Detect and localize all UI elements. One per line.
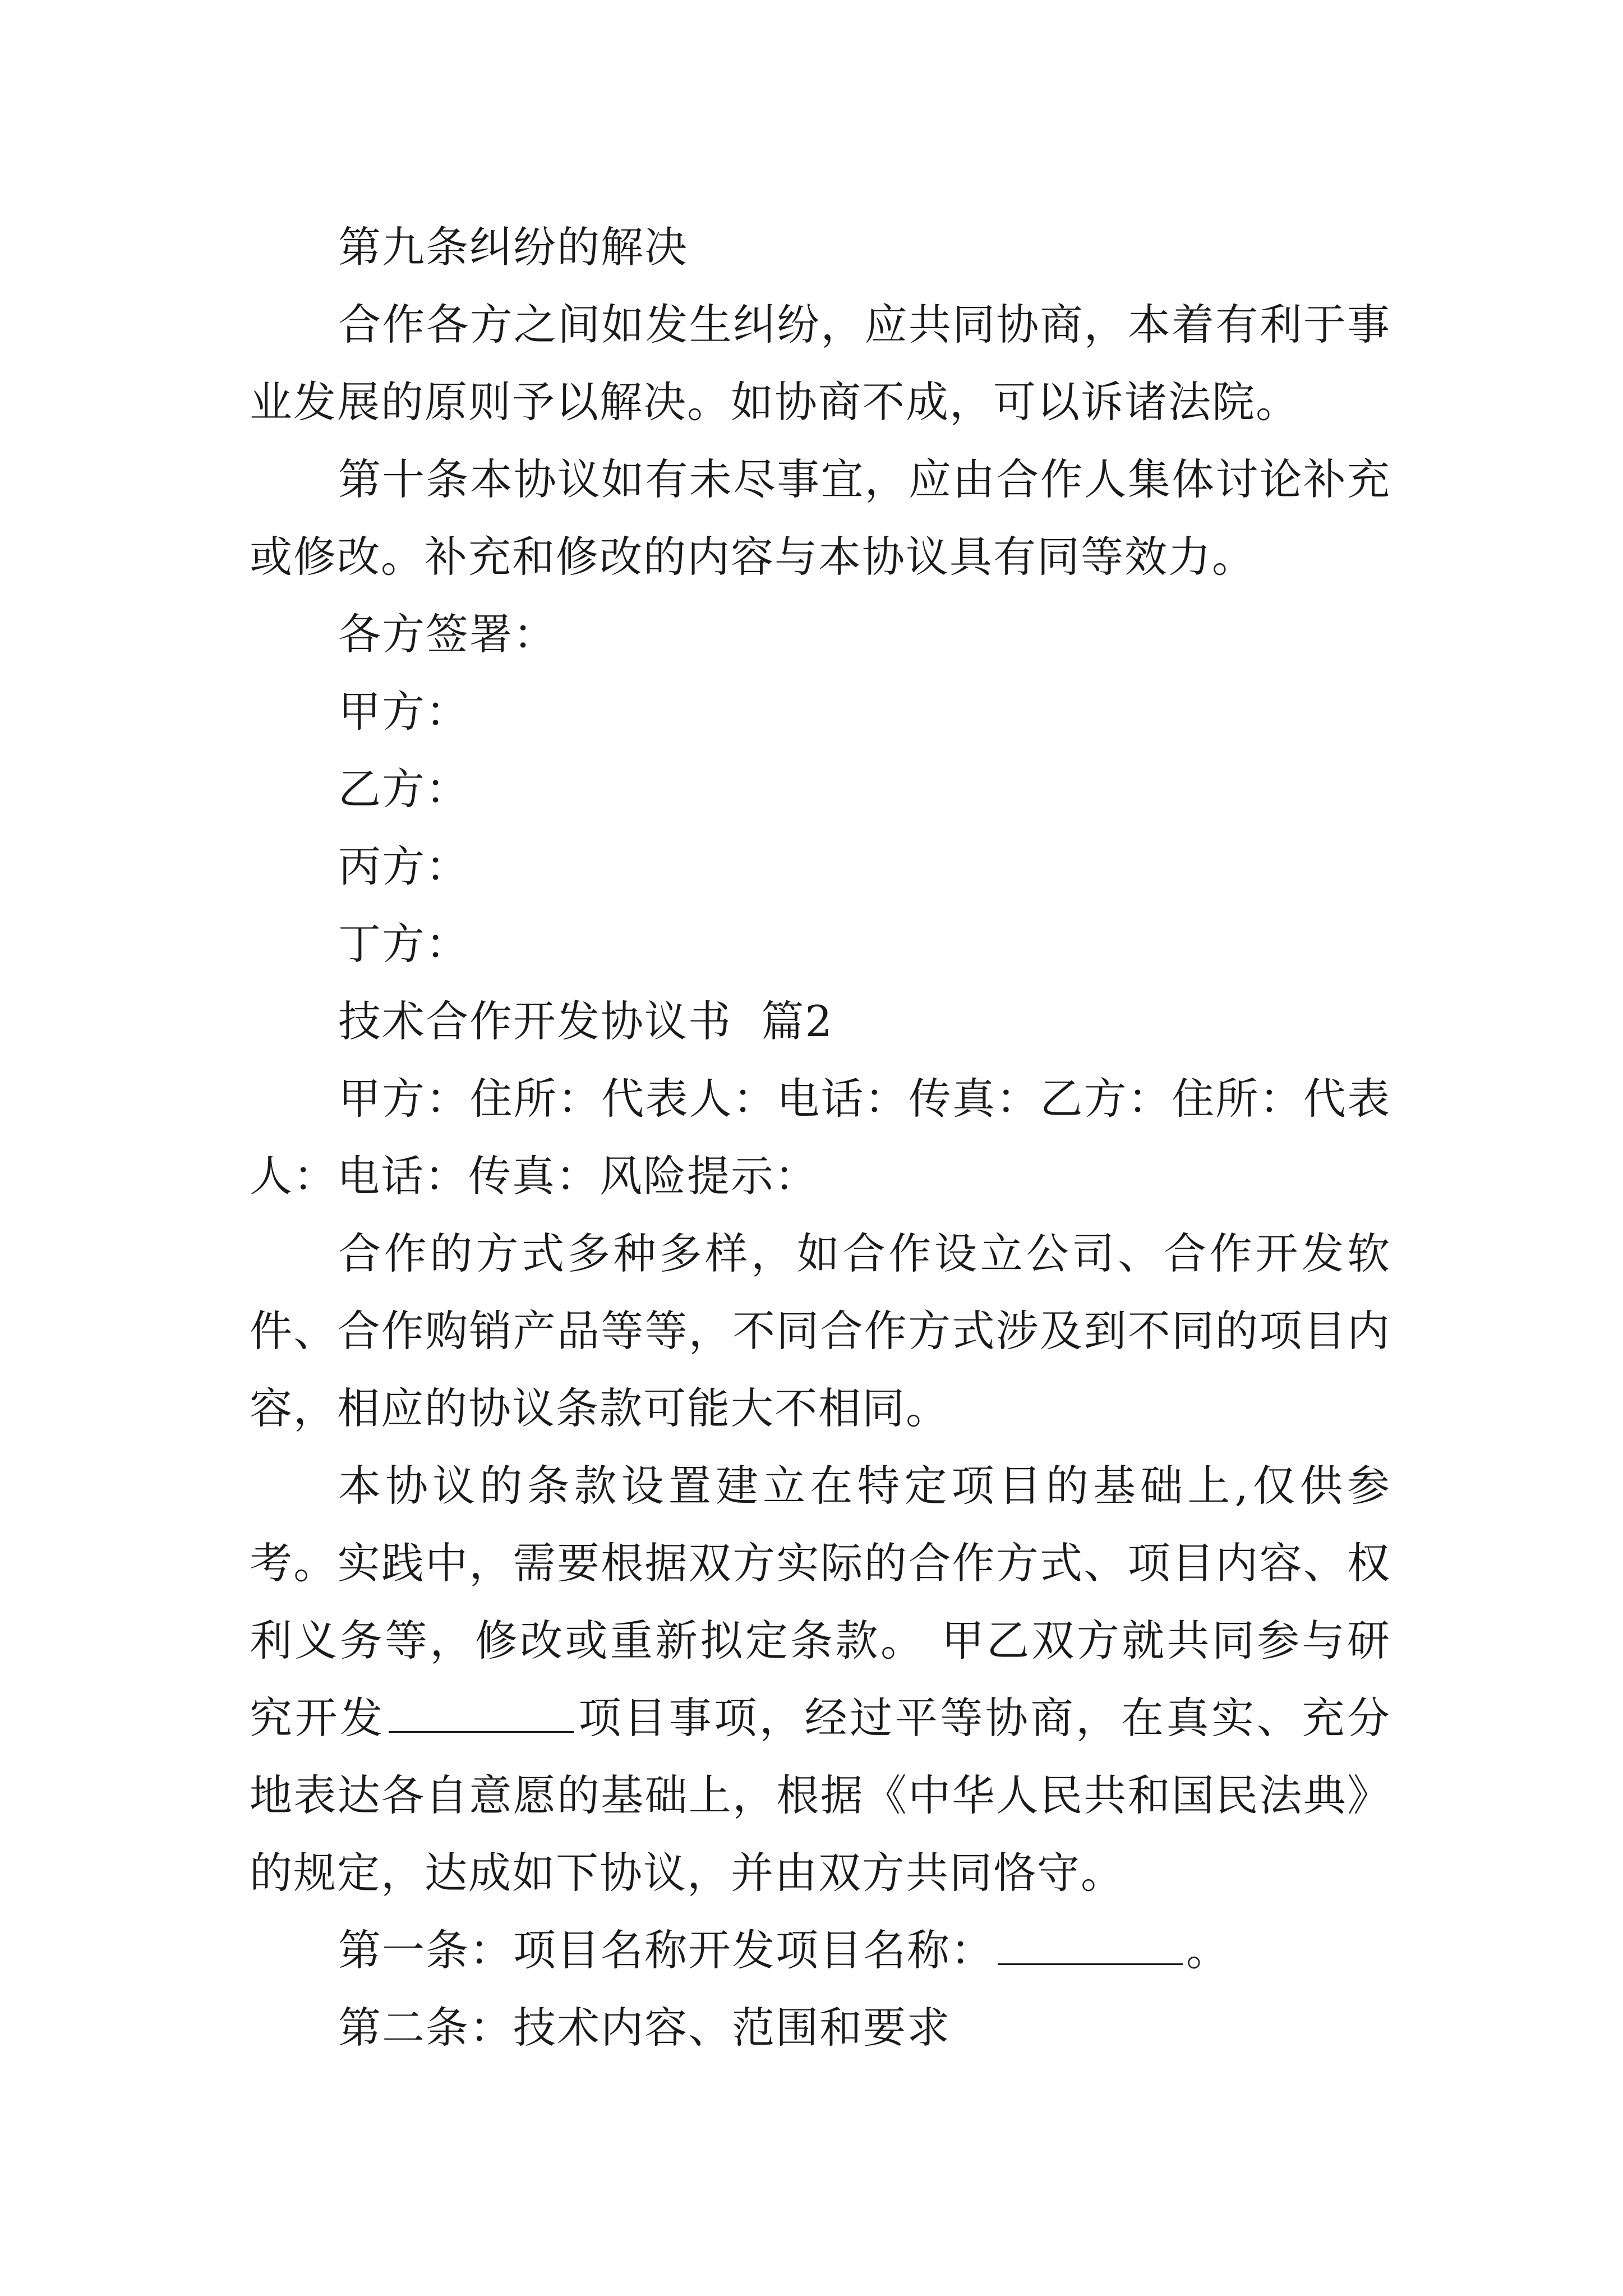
article-1-prefix: 第一条：项目名称开发项目名称： bbox=[338, 1925, 994, 1975]
risk-paragraph-2-part-1: 本协议的条款设置建立在特定项目的基础上,仅供参考。实践中，需要根据双方实际的合作方式、项目内容、权利义务等，修改或重新拟定条款。 甲乙双方就共同参与研究开发 bbox=[250, 1461, 1391, 1743]
risk-paragraph-2 bbox=[250, 1447, 1391, 1912]
signatures-label: 各方签署： bbox=[338, 609, 557, 659]
party-b-signature: 乙方： bbox=[338, 764, 469, 814]
article-9-body: 合作各方之间如发生纠纷，应共同协商，本着有利于事业发展的原则予以解决。如协商不成，可以诉诸法院。 bbox=[250, 300, 1391, 427]
article-2-title: 第二条：技术内容、范围和要求 bbox=[338, 2003, 951, 2053]
article-9-title: 第九条纠纷的解决 bbox=[338, 222, 688, 272]
article-1-suffix: 。 bbox=[1186, 1925, 1230, 1975]
party-a-signature: 甲方： bbox=[338, 687, 469, 737]
risk-paragraph-1: 合作的方式多种多样，如合作设立公司、合作开发软件、合作购销产品等等，不同合作方式涉及到不同的项目内容，相应的协议条款可能大不相同。 bbox=[250, 1228, 1391, 1433]
project-name-blank bbox=[389, 1693, 574, 1733]
risk-paragraph-2-part-2: 项目事项，经过平等协商，在真实、充分地表达各自意愿的基础上，根据《中华人民共和国民法典》的规定，达成如下协议，并由双方共同恪守。 bbox=[250, 1693, 1391, 1898]
party-c-signature: 丙方： bbox=[338, 841, 469, 891]
party-d-signature: 丁方： bbox=[338, 919, 469, 969]
parties-info: 甲方：住所：代表人：电话：传真：乙方：住所：代表人：电话：传真：风险提示： bbox=[250, 1074, 1391, 1201]
project-title-blank bbox=[998, 1925, 1183, 1965]
document-body bbox=[250, 209, 1391, 2067]
section-2-title: 技术合作开发协议书 篇2 bbox=[338, 996, 833, 1046]
article-1 bbox=[250, 1912, 1391, 1989]
article-10-body: 第十条本协议如有未尽事宜，应由合作人集体讨论补充或修改。补充和修改的内容与本协议具有同等效力。 bbox=[250, 454, 1391, 582]
